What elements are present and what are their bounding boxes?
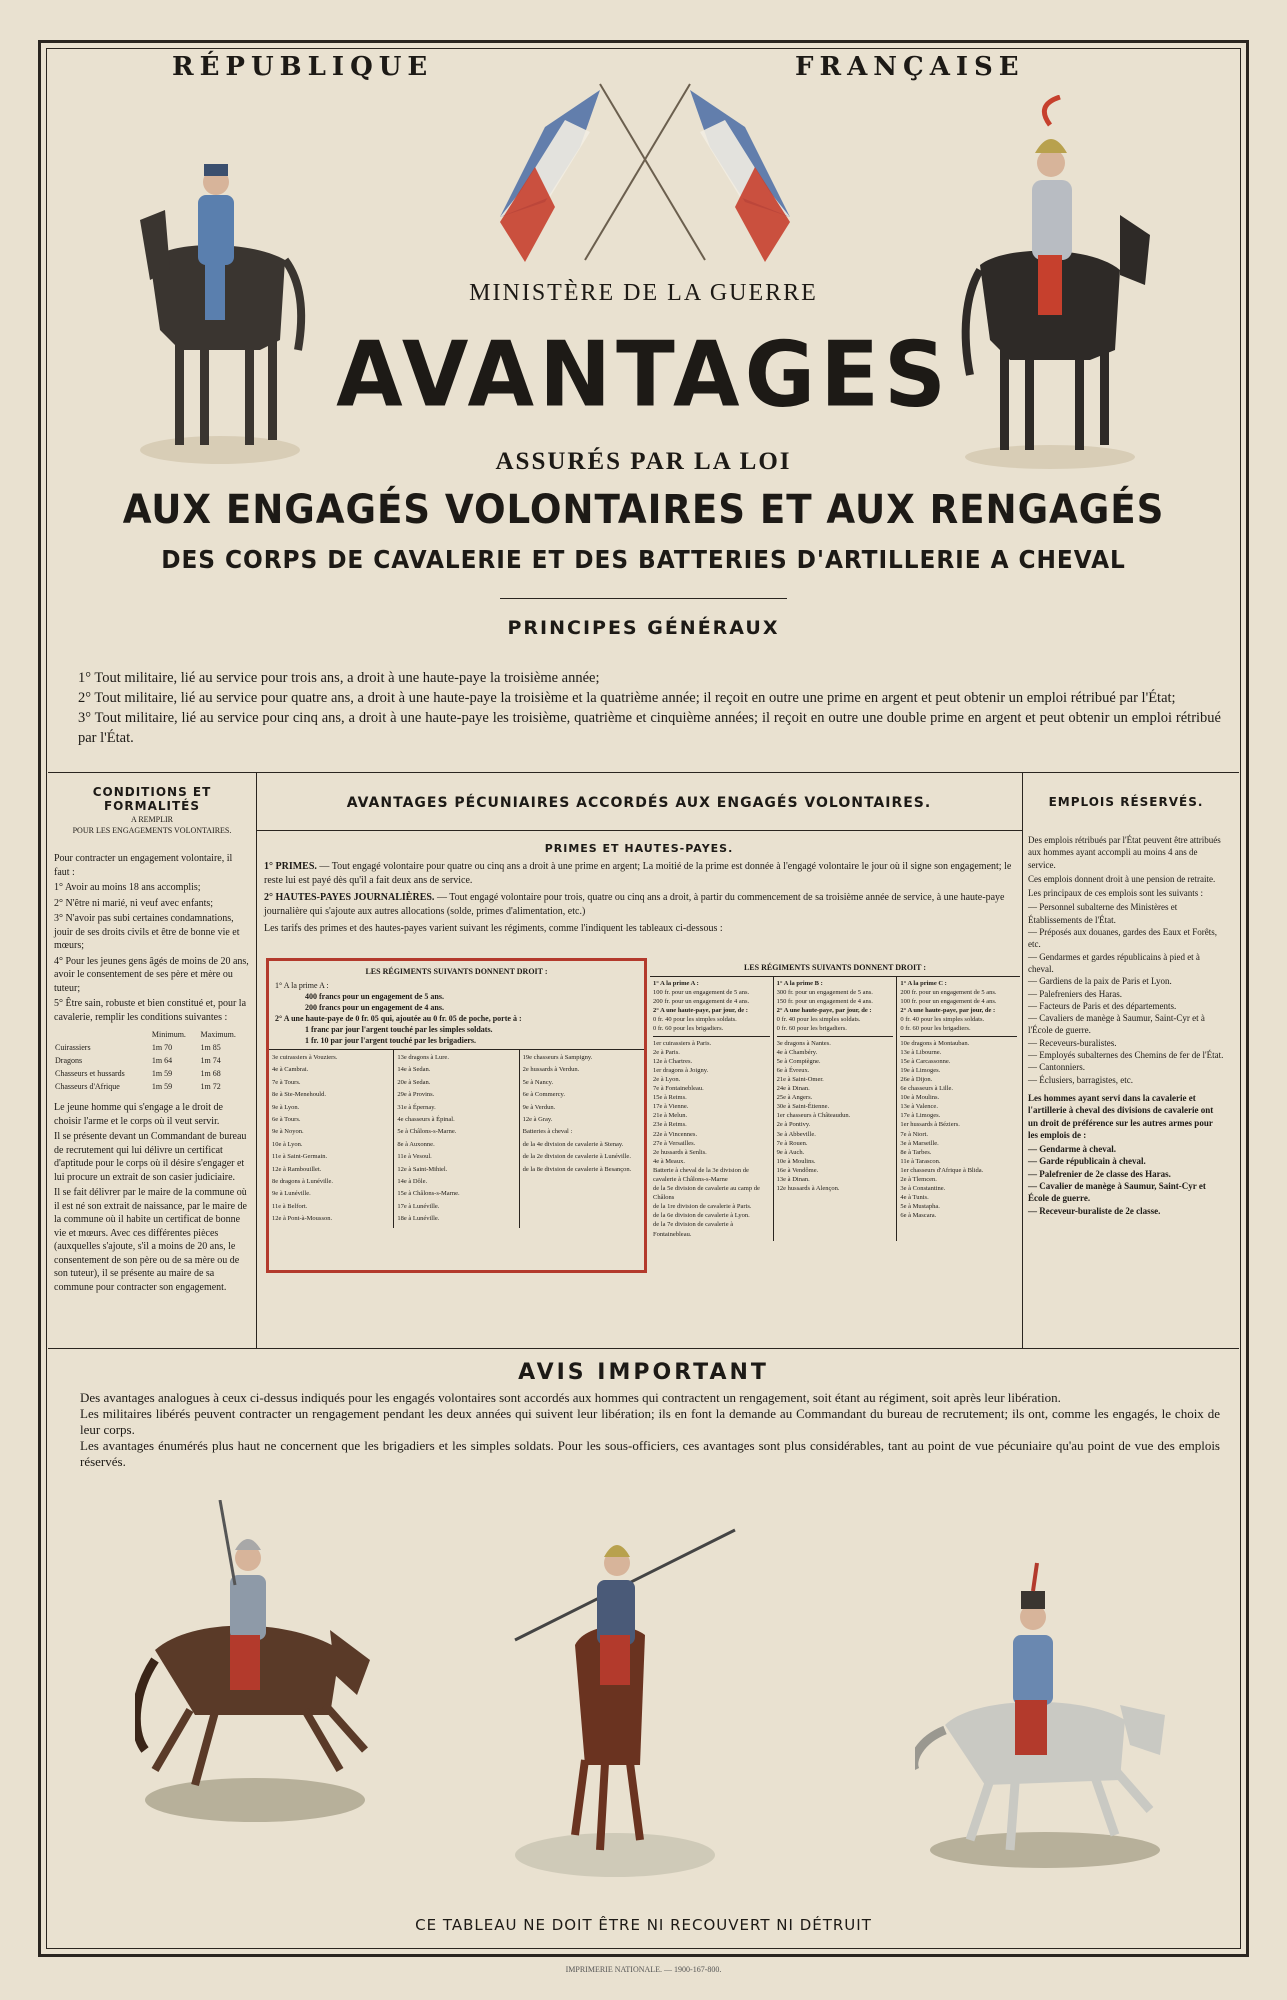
regiment-entry: de la 2e division de cavalerie à Lunéville. (522, 1153, 631, 1161)
box-a-prime-line: 200 francs pour un engagement de 4 ans. (305, 1003, 444, 1012)
prime-line: 2e hussards à Senlis. (653, 1148, 707, 1156)
prime-line: 22e à Vincennes. (653, 1130, 698, 1138)
prime-line: 6e à Mascara. (900, 1212, 937, 1220)
regiment-entry: 9e à Verdun. (522, 1103, 556, 1111)
regiment-entry: 2e hussards à Verdun. (522, 1066, 580, 1074)
prime-column (773, 977, 897, 1241)
regiment-entry: Batteries à cheval : (522, 1128, 573, 1136)
main-title: AVANTAGES (336, 322, 951, 428)
box-bc-columns (650, 976, 1020, 1241)
prime-line: 26e à Dijon. (900, 1075, 933, 1083)
subtitle: ASSURÉS PAR LA LOI (495, 448, 792, 475)
emploi-preference-item: — Gendarme à cheval. (1028, 1144, 1116, 1155)
emplois-column (1028, 795, 1224, 1217)
prime-line: 0 fr. 60 pour les brigadiers. (900, 1025, 971, 1033)
regiment-entry: de la 4e division de cavalerie à Stenay. (522, 1140, 624, 1148)
regiment-entry: 9e à Lyon. (272, 1103, 300, 1111)
regiment-entry: 11e à Belfort. (272, 1202, 308, 1210)
regiment-entry: 14e à Sedan. (397, 1066, 431, 1074)
francaise-word: FRANÇAISE (795, 52, 1025, 82)
emploi-item: — Préposés aux douanes, gardes des Eaux et Forêts, etc. (1028, 927, 1217, 950)
crossed-flags-illustration (495, 72, 795, 272)
emplois-preference: Les hommes ayant servi dans la cavalerie et l'artillerie à cheval des divisions de cavalerie ont un droit de préférence sur les autres armes pour les emplois de : (1028, 1092, 1214, 1140)
emploi-item: — Cavaliers de manège à Saumur, Saint-Cyr et à l'École de guerre. (1028, 1013, 1205, 1036)
prime-line: 10e dragons à Montauban. (900, 1039, 970, 1047)
prime-line: 0 fr. 40 pour les simples soldats. (776, 1016, 861, 1024)
regiment-entry: 31e à Épernay. (397, 1103, 436, 1111)
prime-column (896, 977, 1020, 1241)
prime-line: 21e à Melun. (653, 1112, 688, 1120)
prime-line: 100 fr. pour un engagement de 5 ans. (653, 989, 750, 997)
condition-item: 4° Pour les jeunes gens âgés de moins de 20 ans, avoir le consentement de ses père et mère ou tuteur; (54, 955, 249, 994)
conditions-para: Le jeune homme qui s'engage a le droit de choisir l'arme et le corps où il veut servir. (54, 1102, 223, 1127)
conditions-column (54, 785, 250, 1296)
box-a-col-3 (519, 1050, 644, 1228)
prime-line: 3e dragons à Nantes. (776, 1039, 831, 1047)
regiment-entry: 10e à Lyon. (272, 1140, 303, 1148)
avantages-heading-rule (256, 830, 1022, 831)
regiment-entry: 6e à Commercy. (522, 1091, 566, 1099)
footer-imprint: IMPRIMERIE NATIONALE. — 1900-167-800. (565, 1965, 722, 1974)
regiment-entry: 8e dragons à Lunéville. (272, 1178, 334, 1186)
prime-line: 7e à Niort. (900, 1130, 928, 1138)
prime-line: 10e à Moulins. (900, 1094, 940, 1102)
prime-line: 6e à Évreux. (776, 1066, 810, 1074)
prime-line: 15e à Carcassonne. (900, 1057, 951, 1065)
hussar-illustration (915, 1555, 1175, 1875)
prime-line: 0 fr. 60 pour les brigadiers. (776, 1025, 847, 1033)
prime-line: Batterie à cheval de la 3e division de cavalerie à Châlons-s-Marne (653, 1166, 749, 1183)
prime-line: 4e à Tunis. (900, 1194, 929, 1202)
emploi-item: — Éclusiers, barragistes, etc. (1028, 1074, 1133, 1085)
emploi-preference-item: — Garde républicain à cheval. (1028, 1156, 1146, 1167)
conditions-para: Il se présente devant un Commandant de bureau de recrutement qui lui délivre un certificat d'aptitude pour le corps où il désire s'engager et lui procure un extrait de son casier judiciaire. (54, 1131, 247, 1183)
regiment-entry: 5e à Châlons-s-Marne. (397, 1128, 457, 1136)
avis-para: Les avantages énumérés plus haut ne concernent que les brigadiers et les simples soldats. Pour les sous-officiers, ces avantages sont plus considérables, tant au point de vue pécuniaire qu'au point de vue des emplois réservés. (80, 1438, 1220, 1469)
headline: AUX ENGAGÉS VOLONTAIRES ET AUX RENGAGÉS (122, 487, 1165, 533)
subheadline: DES CORPS DE CAVALERIE ET DES BATTERIES D'ARTILLERIE A CHEVAL (161, 545, 1126, 574)
regiment-entry: 19e chasseurs à Sampigny. (522, 1054, 593, 1061)
hautes-payes-text: — Tout engagé volontaire pour trois, quatre ou cinq ans a droit, à partir du commencement de sa troisième année de service, à une haute-paye journalière qui s'ajoute aux autres allocations (solde, primes d'alimentation, etc.) (264, 892, 1005, 917)
prime-line: 0 fr. 60 pour les brigadiers. (653, 1025, 724, 1033)
emploi-preference-item: — Cavalier de manège à Saumur, Saint-Cyr et École de guerre. (1028, 1181, 1206, 1204)
prime-line: 150 fr. pour un engagement de 4 ans. (776, 998, 873, 1006)
regiment-entry: 17e à Lunéville. (397, 1202, 440, 1210)
primes-text: — Tout engagé volontaire pour quatre ou cinq ans a droit à une prime en argent; La moitié de la prime est donnée à l'engagé volontaire le jour où il signe son engagement; le reste lui est payé dès qu'il a fait deux ans de service. (264, 861, 1012, 886)
prime-line: 4e à Meaux. (653, 1157, 685, 1165)
regiment-entry: 4e chasseurs à Épinal. (397, 1116, 455, 1124)
prime-line: 200 fr. pour un engagement de 4 ans. (653, 998, 750, 1006)
prime-line: 2e à Tlemcen. (900, 1175, 937, 1183)
condition-item: 3° N'avoir pas subi certaines condamnations, jouir de ses droits civils et être de bonne vie et mœurs; (54, 913, 240, 951)
prime-line: 1er chasseurs d'Afrique à Blida. (900, 1166, 984, 1174)
prime-line: 15e à Reims. (653, 1094, 687, 1102)
prime-line: 0 fr. 40 pour les simples soldats. (900, 1016, 985, 1024)
emploi-item: — Cantonniers. (1028, 1062, 1085, 1073)
regiment-entry: 5e à Nancy. (522, 1078, 554, 1086)
regiment-entry: 11e à Vesoul. (397, 1153, 432, 1161)
avis-para: Les militaires libérés peuvent contracter un rengagement pendant les deux années qui suivent leur libération; ils en font la demande au Commandant du bureau de recrutement; ils ont, comme les engagés, le choix de leur corps. (80, 1406, 1220, 1437)
prime-line: de la 6e division de cavalerie à Lyon. (653, 1212, 750, 1220)
box-a-prime-label: 1° A la prime A : (275, 981, 329, 990)
primes-heading: PRIMES ET HAUTES-PAYES. (544, 842, 734, 855)
conditions-para: Il se fait délivrer par le maire de la commune où il est né son extrait de naissance, par le maire de la commune où il habite un certificat de bonne vie et mœurs. Avec ces différentes pièces (auxquelles s'ajoute, s'il a moins de 20 ans, le consentement de son père ou de sa mère ou de son tuteur), il se présente au maire de sa commune pour contracter son engagement. (54, 1187, 247, 1293)
box-bc-heading: LES RÉGIMENTS SUIVANTS DONNENT DROIT : (743, 963, 927, 972)
prime-line: 1° A la prime B : (776, 980, 823, 987)
regiment-entry: 8e à Ste-Menehould. (272, 1091, 326, 1099)
regiment-entry: 18e à Lunéville. (397, 1215, 440, 1223)
regiment-entry: 9e à Noyon. (272, 1128, 304, 1136)
box-a-heading: LES RÉGIMENTS SUIVANTS DONNENT DROIT : (365, 967, 548, 976)
republique-word: RÉPUBLIQUE (172, 52, 434, 82)
regiment-entry: 29e à Provins. (397, 1091, 435, 1099)
prime-line: 16e à Vendôme. (776, 1166, 819, 1174)
prime-line: 4e à Chambéry. (776, 1048, 818, 1056)
principes-list (78, 668, 1221, 748)
prime-line: 3e à Abbeville. (776, 1130, 816, 1138)
regiment-entry: 14e à Dôle. (397, 1178, 428, 1186)
regiment-entry: 12e à Rambouillet. (272, 1165, 322, 1173)
emploi-item: — Facteurs de Paris et des départements. (1028, 1000, 1177, 1011)
emploi-preference-item: — Palefrenier de 2e classe des Haras. (1028, 1168, 1171, 1179)
prime-line: 2° A une haute-paye, par jour, de : (653, 1007, 748, 1015)
prime-line: 300 fr. pour un engagement de 5 ans. (776, 989, 873, 997)
emplois-heading: EMPLOIS RÉSERVÉS. (1048, 795, 1204, 809)
principe-item: 2° Tout militaire, lié au service pour quatre ans, a droit à une haute-paye la troisième et la quatrième année; il reçoit en outre une prime en argent et peut obtenir un emploi rétribué par l'État; (78, 690, 1176, 706)
regiments-box-bc (650, 962, 1020, 1241)
regiment-entry: 6e à Tours. (272, 1116, 301, 1124)
table-head: Maximum. (200, 1030, 236, 1039)
prime-line: de la 7e division de cavalerie à Fontainebleau. (653, 1221, 734, 1238)
emploi-item: — Receveurs-buralistes. (1028, 1037, 1117, 1048)
box-a-hp-label: 2° A une haute-paye de 0 fr. 05 qui, ajoutée au 0 fr. 05 de poche, porte à : (275, 1014, 522, 1023)
condition-item: 5° Être sain, robuste et bien constitué et, pour la cavalerie, remplir les conditions suivantes : (54, 998, 247, 1023)
prime-line: 9e à Auch. (776, 1148, 805, 1156)
prime-line: 2° A une haute-paye, par jour, de : (900, 1007, 996, 1015)
prime-line: 30e à Saint-Étienne. (776, 1103, 830, 1111)
condition-item: 2° N'être ni marié, ni veuf avec enfants; (54, 897, 214, 909)
box-a-hp-line: 1 fr. 10 par jour l'argent touché par les brigadiers. (305, 1036, 477, 1045)
prime-column (650, 977, 773, 1241)
regiment-entry: 12e à Pont-à-Mousson. (272, 1215, 333, 1223)
regiment-entry: 9e à Lunéville. (272, 1190, 311, 1198)
prime-line: 2e à Paris. (653, 1048, 680, 1056)
avis-para: Des avantages analogues à ceux ci-dessus indiqués pour les engagés volontaires sont accordés aux hommes qui contractent un rengagement, soit étant au régiment, soit après leur libération. (80, 1390, 1061, 1405)
conditions-subheading: A REMPLIR (130, 815, 173, 824)
regiment-entry: de la 8e division de cavalerie à Besançon. (522, 1165, 632, 1173)
prime-line: 5e à Compiègne. (776, 1057, 821, 1065)
emploi-item: — Personnel subalterne des Ministères et Établissements de l'État. (1028, 902, 1178, 925)
regiment-entry: 3e cuirassiers à Vouziers. (272, 1054, 338, 1061)
prime-line: 17e à Vienne. (653, 1103, 689, 1111)
prime-line: 7e à Rouen. (776, 1139, 808, 1147)
table-row: Chasseurs et hussards 1m 59 1m 68 (55, 1069, 221, 1078)
conditions-intro: Pour contracter un engagement volontaire, il faut : (54, 853, 233, 878)
emploi-item: — Gardiens de la paix de Paris et Lyon. (1028, 976, 1172, 987)
regiment-entry: 20e à Sedan. (397, 1078, 431, 1086)
prime-line: 1er cuirassiers à Paris. (653, 1039, 712, 1047)
emplois-preference-list (1028, 1143, 1224, 1217)
prime-line: 200 fr. pour un engagement de 5 ans. (900, 989, 997, 997)
prime-line: 2e à Lyon. (653, 1075, 681, 1083)
box-a-col-1 (269, 1050, 393, 1228)
prime-line: 10e à Moulins. (776, 1157, 816, 1165)
regiment-entry: 12e à Gray. (522, 1116, 553, 1124)
regiment-entry: 8e à Auxonne. (397, 1140, 435, 1148)
prime-line: 23e à Reims. (653, 1121, 687, 1129)
prime-line: 27e à Versailles. (653, 1139, 696, 1147)
regiment-entry: 4e à Cambrai. (272, 1066, 309, 1074)
prime-line: 11e à Tarascon. (900, 1157, 941, 1165)
section-divider-bottom (48, 1348, 1239, 1349)
emplois-para: Des emplois rétribués par l'État peuvent être attribués aux hommes ayant accompli au moins 4 ans de service. (1028, 835, 1221, 870)
prime-line: 12e à Chartres. (653, 1057, 693, 1065)
box-a-regiments (269, 1049, 644, 1228)
principes-heading: PRINCIPES GÉNÉRAUX (507, 617, 780, 639)
conditions-subheading-2: POUR LES ENGAGEMENTS VOLONTAIRES. (72, 826, 232, 835)
primes-label: 1° PRIMES. (264, 861, 317, 872)
prime-line: 2e à Pontivy. (776, 1121, 811, 1129)
table-row: Chasseurs d'Afrique 1m 59 1m 72 (55, 1082, 221, 1091)
section-divider-top (48, 772, 1239, 773)
table-row: Dragons 1m 64 1m 74 (55, 1056, 221, 1065)
conditions-heading: CONDITIONS ET FORMALITÉS (92, 785, 212, 813)
prime-line: 0 fr. 40 pour les simples soldats. (653, 1016, 737, 1024)
prime-line: 6e chasseurs à Lille. (900, 1085, 954, 1093)
hautes-payes-label: 2° HAUTES-PAYES JOURNALIÈRES. (264, 892, 435, 903)
regiment-entry: 7e à Tours. (272, 1078, 301, 1086)
condition-item: 1° Avoir au moins 18 ans accomplis; (54, 882, 201, 893)
title-divider (500, 598, 787, 599)
column-divider-right (1022, 772, 1023, 1348)
avis-heading: AVIS IMPORTANT (518, 1360, 769, 1385)
prime-line: 12e hussards à Alençon. (776, 1185, 840, 1193)
prime-line: 24e à Dinan. (776, 1085, 810, 1093)
prime-line: 13e à Dinan. (776, 1175, 810, 1183)
principe-item: 3° Tout militaire, lié au service pour cinq ans, a droit à une haute-paye les troisième, quatrième et cinquième années; il reçoit en outre une double prime en argent et peut obtenir un emploi rétribué par l'État. (78, 710, 1221, 746)
box-a-col-2 (393, 1050, 518, 1228)
prime-line: 21e à Saint-Omer. (776, 1075, 824, 1083)
principe-item: 1° Tout militaire, lié au service pour trois ans, a droit à une haute-paye la troisième année; (78, 670, 600, 686)
charging-dragoon-illustration (135, 1500, 375, 1830)
regiments-box-a (266, 958, 647, 1273)
regiment-entry: 11e à Saint-Germain. (272, 1153, 328, 1161)
regiment-entry: 15e à Châlons-s-Marne. (397, 1190, 460, 1198)
prime-line: 1er dragons à Joigny. (653, 1066, 709, 1074)
avis-text (80, 1390, 1220, 1470)
prime-line: 8e à Tarbes. (900, 1148, 932, 1156)
primes-block (264, 860, 1014, 936)
footer-notice: CE TABLEAU NE DOIT ÊTRE NI RECOUVERT NI DÉTRUIT (415, 1916, 872, 1934)
prime-line: 17e à Limoges. (900, 1112, 941, 1120)
prime-line: de la 5e division de cavalerie au camp de Châlons (653, 1185, 760, 1202)
prime-line: 3e à Constantine. (900, 1185, 946, 1193)
column-divider-left (256, 772, 257, 1348)
emploi-preference-item: — Receveur-buraliste de 2e classe. (1028, 1205, 1161, 1216)
box-a-hp-line: 1 franc par jour l'argent touché par les simples soldats. (305, 1025, 493, 1034)
prime-line: de la 1re division de cavalerie à Paris. (653, 1203, 752, 1211)
prime-line: 1er chasseurs à Châteaudun. (776, 1112, 851, 1120)
box-a-prime-line: 400 francs pour un engagement de 5 ans. (305, 992, 444, 1001)
emploi-item: — Palefreniers des Haras. (1028, 988, 1122, 999)
lancer-illustration (505, 1525, 745, 1885)
emploi-item: — Employés subalternes des Chemins de fer de l'État. (1028, 1050, 1224, 1061)
prime-line: 7e à Fontainebleau. (653, 1085, 704, 1093)
table-head: Minimum. (151, 1030, 186, 1039)
avantages-heading: AVANTAGES PÉCUNIAIRES ACCORDÉS AUX ENGAGÉS VOLONTAIRES. (346, 795, 932, 811)
prime-line: 2° A une haute-paye, par jour, de : (776, 1007, 872, 1015)
prime-line: 100 fr. pour un engagement de 4 ans. (900, 998, 997, 1006)
emploi-item: — Gendarmes et gardes républicains à pied et à cheval. (1028, 951, 1200, 974)
regiment-entry: 13e dragons à Lure. (397, 1054, 449, 1061)
prime-line: 25e à Angers. (776, 1094, 813, 1102)
prime-line: 1er hussards à Béziers. (900, 1121, 960, 1129)
regiment-entry: 12e à Saint-Mihiel. (397, 1165, 448, 1173)
prime-line: 13e à Libourne. (900, 1048, 942, 1056)
prime-line: 13e à Valence. (900, 1103, 938, 1111)
ministry-heading: MINISTÈRE DE LA GUERRE (469, 280, 818, 306)
prime-line: 1° A la prime C : (900, 980, 947, 987)
prime-line: 19e à Limoges. (900, 1066, 941, 1074)
emplois-para: Les principaux de ces emplois sont les suivants : (1028, 888, 1203, 899)
prime-line: 3e à Marseille. (900, 1139, 939, 1147)
table-row: Cuirassiers 1m 70 1m 85 (55, 1043, 221, 1052)
emplois-list (1028, 901, 1224, 1085)
prime-line: 5e à Mustapha. (900, 1203, 940, 1211)
prime-line: 1° A la prime A : (653, 980, 699, 987)
emplois-para: Ces emplois donnent droit à une pension de retraite. (1028, 873, 1216, 884)
tarifs-text: Les tarifs des primes et des hautes-payes varient suivant les régiments, comme l'indiquent les tableaux ci-dessous : (264, 923, 723, 934)
height-table (54, 1028, 250, 1093)
